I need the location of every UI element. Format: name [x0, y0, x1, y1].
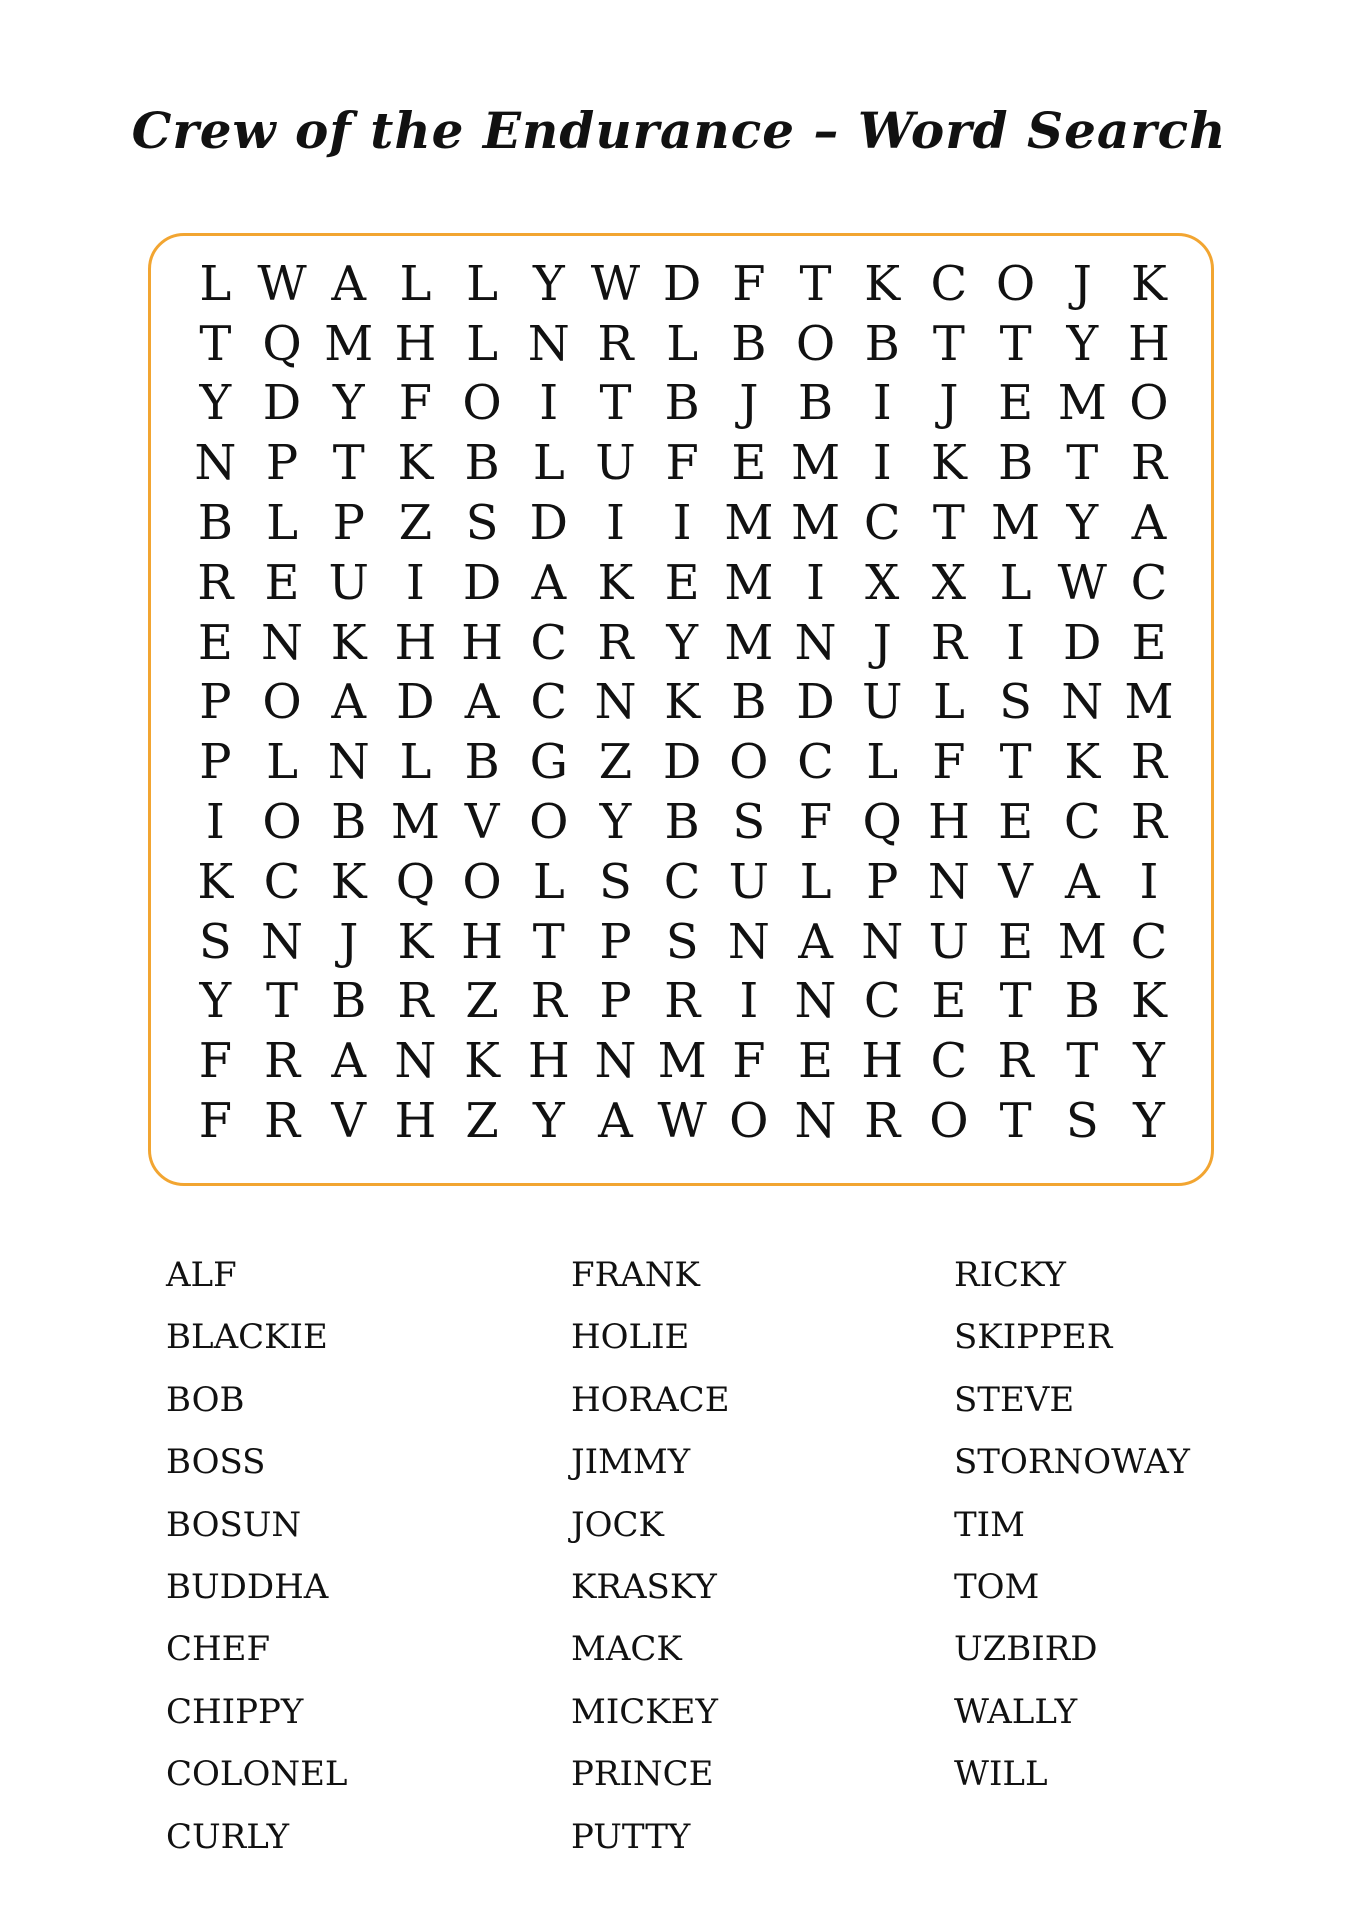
grid-letter[interactable]: B — [1064, 973, 1100, 1030]
grid-letter[interactable]: Y — [1133, 1033, 1165, 1090]
grid-letter[interactable]: N — [727, 913, 770, 970]
grid-letter[interactable]: K — [397, 435, 434, 492]
word-list-item: RICKY — [954, 1255, 1066, 1295]
grid-letter[interactable]: M — [324, 315, 374, 372]
grid-letter[interactable]: O — [1129, 375, 1169, 432]
grid-letter[interactable]: I — [205, 794, 225, 851]
grid-letter[interactable]: C — [530, 614, 568, 671]
grid-letter[interactable]: P — [199, 734, 232, 791]
page-title: Crew of the Endurance – Word Search — [131, 101, 1227, 160]
grid-letter[interactable]: C — [1063, 794, 1101, 851]
grid-letter[interactable]: M — [991, 495, 1041, 552]
grid-letter[interactable]: O — [529, 794, 569, 851]
grid-letter[interactable]: B — [664, 794, 700, 851]
grid-letter[interactable]: J — [739, 375, 759, 432]
grid-letter[interactable]: F — [198, 1093, 232, 1150]
grid-letter[interactable]: O — [729, 1093, 769, 1150]
word-list-item: BOSUN — [166, 1504, 302, 1545]
grid-letter[interactable]: A — [1131, 495, 1167, 552]
grid-letter[interactable]: X — [865, 554, 900, 611]
grid-letter[interactable]: N — [794, 973, 837, 1030]
word-list-item: KRASKY — [571, 1566, 717, 1607]
word-list-item: STEVE — [954, 1379, 1075, 1420]
grid-letter[interactable]: T — [999, 973, 1032, 1030]
word-list-item: UZBIRD — [954, 1629, 1098, 1670]
grid-letter[interactable]: M — [790, 435, 841, 492]
grid-letter[interactable]: J — [939, 375, 959, 432]
grid-letter[interactable]: C — [530, 674, 568, 731]
grid-letter[interactable]: U — [861, 674, 903, 731]
grid-letter[interactable]: W — [590, 255, 641, 312]
grid-letter[interactable]: F — [665, 435, 699, 492]
grid-letter[interactable]: H — [1128, 315, 1170, 372]
grid-letter[interactable]: V — [331, 1093, 367, 1150]
grid-letter[interactable]: L — [999, 554, 1032, 611]
grid-letter[interactable]: Z — [598, 734, 633, 791]
grid-letter[interactable]: T — [999, 1093, 1032, 1150]
grid-letter[interactable]: D — [462, 554, 502, 611]
grid-letter[interactable]: K — [664, 674, 701, 731]
grid-letter[interactable]: N — [794, 1093, 837, 1150]
grid-letter[interactable]: E — [664, 554, 700, 611]
grid-letter[interactable]: M — [390, 794, 440, 851]
grid-letter[interactable]: R — [1130, 435, 1168, 492]
grid-letter[interactable]: I — [1006, 614, 1026, 671]
grid-letter[interactable]: I — [672, 495, 692, 552]
grid-letter[interactable]: P — [332, 495, 365, 552]
grid-letter[interactable]: K — [597, 554, 634, 611]
grid-letter[interactable]: S — [1065, 1093, 1099, 1150]
grid-letter[interactable]: L — [399, 255, 432, 312]
grid-letter[interactable]: E — [1131, 614, 1167, 671]
grid-letter[interactable]: Y — [1133, 1093, 1165, 1150]
grid-letter[interactable]: Y — [332, 375, 365, 432]
word-list-item: JOCK — [571, 1504, 664, 1545]
grid-letter[interactable]: B — [997, 435, 1034, 492]
grid-letter[interactable]: I — [806, 554, 826, 611]
grid-letter[interactable]: M — [1057, 913, 1107, 970]
grid-letter[interactable]: K — [464, 1033, 501, 1090]
grid-letter[interactable]: Y — [1066, 495, 1099, 552]
grid-letter[interactable]: Z — [465, 973, 499, 1030]
grid-letter[interactable]: D — [262, 375, 302, 432]
grid-letter[interactable]: N — [527, 315, 570, 372]
grid-letter[interactable]: B — [331, 794, 367, 851]
grid-letter[interactable]: E — [798, 1033, 834, 1090]
grid-letter[interactable]: E — [731, 435, 767, 492]
grid-letter[interactable]: C — [663, 853, 701, 910]
grid-letter[interactable]: C — [1130, 913, 1168, 970]
grid-letter[interactable]: K — [330, 853, 367, 910]
grid-letter[interactable]: L — [532, 853, 565, 910]
grid-letter[interactable]: Y — [666, 614, 698, 671]
grid-letter[interactable]: R — [930, 614, 967, 671]
word-list-item: CHIPPY — [166, 1691, 304, 1732]
grid-letter[interactable]: E — [264, 554, 300, 611]
grid-letter[interactable]: L — [199, 255, 232, 312]
grid-letter[interactable]: B — [864, 315, 900, 372]
grid-letter[interactable]: O — [795, 315, 836, 372]
grid-letter[interactable]: T — [999, 734, 1032, 791]
grid-letter[interactable]: T — [999, 315, 1032, 372]
grid-letter[interactable]: L — [266, 495, 298, 552]
grid-letter[interactable]: Y — [199, 973, 232, 1030]
word-list-item: MICKEY — [571, 1691, 718, 1732]
grid-letter[interactable]: B — [731, 315, 767, 372]
grid-letter[interactable]: M — [1124, 674, 1174, 731]
word-list-item: TOM — [954, 1566, 1040, 1607]
grid-letter[interactable]: L — [399, 734, 432, 791]
grid-letter[interactable]: D — [662, 255, 702, 312]
grid-letter[interactable]: A — [331, 674, 367, 731]
grid-letter[interactable]: C — [930, 255, 968, 312]
grid-letter[interactable]: S — [999, 674, 1033, 731]
word-list-item: PRINCE — [571, 1754, 714, 1795]
grid-letter[interactable]: A — [331, 1033, 367, 1090]
grid-letter[interactable]: C — [263, 853, 301, 910]
grid-letter[interactable]: M — [790, 495, 841, 552]
grid-letter[interactable]: L — [466, 255, 499, 312]
grid-letter[interactable]: D — [796, 674, 835, 731]
grid-letter[interactable]: N — [1061, 674, 1104, 731]
grid-letter[interactable]: I — [872, 375, 892, 432]
grid-letter[interactable]: I — [1139, 853, 1159, 910]
grid-letter[interactable]: T — [266, 973, 299, 1030]
grid-letter[interactable]: F — [198, 1033, 232, 1090]
grid-letter[interactable]: H — [861, 1033, 904, 1090]
word-list-item: TIM — [954, 1504, 1025, 1545]
grid-letter[interactable]: Z — [465, 1093, 499, 1150]
grid-letter[interactable]: T — [332, 435, 365, 492]
grid-letter[interactable]: T — [532, 913, 565, 970]
letter-grid — [182, 254, 1182, 1151]
grid-letter[interactable]: R — [1130, 734, 1168, 791]
word-list-column-1 — [166, 1244, 348, 1868]
grid-letter[interactable]: F — [798, 794, 833, 851]
grid-letter[interactable]: T — [199, 315, 232, 372]
grid-letter[interactable]: N — [261, 614, 304, 671]
grid-letter[interactable]: O — [995, 255, 1036, 312]
grid-letter[interactable]: P — [265, 435, 299, 492]
grid-letter[interactable]: L — [866, 734, 899, 791]
grid-letter[interactable]: S — [198, 913, 232, 970]
grid-letter[interactable]: I — [539, 375, 559, 432]
grid-letter[interactable]: N — [327, 734, 370, 791]
grid-letter[interactable]: V — [464, 794, 500, 851]
grid-letter[interactable]: K — [1131, 255, 1167, 312]
word-list-item: CHEF — [166, 1629, 271, 1670]
word-list-item: STORNOWAY — [954, 1442, 1190, 1483]
grid-letter[interactable]: A — [531, 554, 567, 611]
grid-letter[interactable]: P — [866, 853, 899, 910]
word-list-item: HOLIE — [571, 1317, 690, 1358]
grid-letter[interactable]: T — [799, 255, 832, 312]
grid-letter[interactable]: J — [339, 913, 359, 970]
grid-letter[interactable]: O — [262, 674, 302, 731]
grid-letter[interactable]: S — [732, 794, 766, 851]
grid-letter[interactable]: L — [466, 315, 499, 372]
grid-letter[interactable]: Q — [862, 794, 902, 851]
grid-letter[interactable]: N — [261, 913, 304, 970]
grid-letter[interactable]: T — [1066, 1033, 1099, 1090]
grid-letter[interactable]: W — [257, 255, 307, 312]
grid-letter[interactable]: R — [263, 1093, 301, 1150]
grid-letter[interactable]: A — [1064, 853, 1100, 910]
grid-letter[interactable]: B — [464, 435, 500, 492]
grid-letter[interactable]: U — [328, 554, 369, 611]
grid-letter[interactable]: B — [797, 375, 834, 432]
grid-letter[interactable]: D — [529, 495, 569, 552]
grid-letter[interactable]: T — [932, 495, 965, 552]
grid-letter[interactable]: H — [394, 315, 437, 372]
grid-letter[interactable]: R — [597, 315, 634, 372]
grid-letter[interactable]: L — [266, 734, 298, 791]
grid-letter[interactable]: F — [398, 375, 433, 432]
grid-letter[interactable]: N — [927, 853, 970, 910]
grid-letter[interactable]: F — [932, 734, 966, 791]
grid-letter[interactable]: A — [331, 255, 367, 312]
grid-letter[interactable]: E — [931, 973, 967, 1030]
grid-letter[interactable]: T — [1066, 435, 1099, 492]
grid-letter[interactable]: R — [197, 554, 234, 611]
grid-letter[interactable]: M — [1057, 375, 1107, 432]
grid-letter[interactable]: H — [461, 913, 504, 970]
grid-letter[interactable]: R — [530, 973, 567, 1030]
grid-letter[interactable]: K — [930, 435, 967, 492]
grid-letter[interactable]: B — [664, 375, 700, 432]
grid-letter[interactable]: C — [863, 495, 901, 552]
grid-letter[interactable]: N — [594, 674, 637, 731]
grid-letter[interactable]: N — [794, 614, 837, 671]
grid-letter[interactable]: N — [394, 1033, 437, 1090]
grid-letter[interactable]: K — [1131, 973, 1167, 1030]
word-list-item: PUTTY — [571, 1816, 691, 1857]
grid-letter[interactable]: C — [863, 973, 901, 1030]
grid-letter[interactable]: C — [930, 1033, 968, 1090]
grid-letter[interactable]: Q — [395, 853, 436, 910]
word-list-item: ALF — [166, 1255, 237, 1295]
grid-letter[interactable]: H — [394, 1093, 437, 1150]
grid-letter[interactable]: I — [405, 554, 425, 611]
grid-letter[interactable]: U — [595, 435, 636, 492]
word-list-item: CURLY — [166, 1816, 290, 1857]
grid-letter[interactable]: I — [605, 495, 625, 552]
grid-letter[interactable]: E — [998, 913, 1034, 970]
grid-letter[interactable]: E — [998, 794, 1034, 851]
grid-letter[interactable]: K — [330, 614, 367, 671]
grid-letter[interactable]: J — [872, 614, 892, 671]
grid-letter[interactable]: A — [464, 674, 500, 731]
grid-letter[interactable]: S — [599, 853, 632, 910]
grid-letter[interactable]: M — [724, 614, 774, 671]
word-list-item: MACK — [571, 1629, 682, 1670]
grid-letter[interactable]: T — [932, 315, 965, 372]
grid-letter[interactable]: O — [462, 853, 502, 910]
grid-letter[interactable]: H — [527, 1033, 570, 1090]
grid-letter[interactable]: O — [462, 375, 502, 432]
grid-letter[interactable]: Z — [398, 495, 433, 552]
grid-letter[interactable]: A — [798, 913, 833, 970]
grid-letter[interactable]: H — [394, 614, 437, 671]
grid-letter[interactable]: H — [461, 614, 504, 671]
grid-letter[interactable]: H — [927, 794, 970, 851]
grid-letter[interactable]: U — [728, 853, 770, 910]
grid-letter[interactable]: N — [594, 1033, 637, 1090]
grid-letter[interactable]: R — [397, 973, 434, 1030]
grid-letter[interactable]: B — [731, 674, 767, 731]
grid-letter[interactable]: B — [197, 495, 233, 552]
grid-letter[interactable]: L — [799, 853, 832, 910]
word-list-column-3 — [954, 1244, 1190, 1806]
grid-letter[interactable]: U — [928, 913, 970, 970]
grid-letter[interactable]: L — [932, 674, 965, 731]
grid-letter[interactable]: Y — [199, 375, 232, 432]
grid-letter[interactable]: M — [724, 554, 774, 611]
grid-letter[interactable]: M — [724, 495, 774, 552]
grid-letter[interactable]: X — [931, 554, 966, 611]
word-list-item: BLACKIE — [166, 1317, 328, 1358]
grid-letter[interactable]: G — [529, 734, 568, 791]
grid-letter[interactable]: E — [197, 614, 233, 671]
grid-letter[interactable]: R — [263, 1033, 301, 1090]
grid-letter[interactable]: I — [872, 435, 892, 492]
grid-letter[interactable]: K — [197, 853, 234, 910]
grid-letter[interactable]: R — [997, 1033, 1034, 1090]
grid-letter[interactable]: S — [665, 913, 699, 970]
grid-letter[interactable]: E — [998, 375, 1034, 432]
grid-letter[interactable]: V — [998, 853, 1033, 910]
grid-letter[interactable]: C — [1130, 554, 1168, 611]
grid-letter[interactable]: L — [666, 315, 699, 372]
grid-letter[interactable]: J — [1072, 255, 1092, 312]
word-list-item: SKIPPER — [954, 1317, 1113, 1358]
grid-letter[interactable]: O — [262, 794, 302, 851]
grid-letter[interactable]: D — [1063, 614, 1102, 671]
grid-letter[interactable]: R — [864, 1093, 901, 1150]
grid-letter[interactable]: A — [598, 1093, 633, 1150]
grid-letter[interactable]: C — [797, 734, 834, 791]
grid-letter[interactable]: W — [657, 1093, 707, 1150]
grid-letter[interactable]: W — [1057, 554, 1107, 611]
grid-letter[interactable]: B — [464, 734, 500, 791]
grid-letter[interactable]: D — [396, 674, 435, 731]
grid-letter[interactable]: R — [664, 973, 701, 1030]
grid-letter[interactable]: S — [465, 495, 499, 552]
grid-letter[interactable]: P — [199, 674, 232, 731]
grid-letter[interactable]: I — [739, 973, 759, 1030]
grid-letter[interactable]: K — [1064, 734, 1101, 791]
grid-letter[interactable]: T — [599, 375, 632, 432]
word-list-item: COLONEL — [166, 1754, 348, 1795]
grid-letter[interactable]: O — [729, 734, 769, 791]
grid-letter[interactable]: K — [397, 913, 434, 970]
word-list-item: WALLY — [954, 1691, 1078, 1732]
grid-letter[interactable]: F — [732, 1033, 766, 1090]
word-list-column-2 — [571, 1244, 730, 1868]
word-list-item: FRANK — [571, 1255, 700, 1295]
grid-letter[interactable]: K — [864, 255, 901, 312]
grid-letter[interactable]: R — [1130, 794, 1168, 851]
grid-letter[interactable]: N — [861, 913, 904, 970]
grid-letter[interactable]: L — [532, 435, 565, 492]
grid-letter[interactable]: Y — [532, 1093, 565, 1150]
grid-letter[interactable]: R — [597, 614, 634, 671]
grid-letter[interactable]: P — [599, 913, 632, 970]
grid-letter[interactable]: Y — [599, 794, 632, 851]
grid-letter[interactable]: N — [194, 435, 237, 492]
word-list-item: WILL — [954, 1754, 1048, 1795]
grid-letter[interactable]: O — [929, 1093, 969, 1150]
word-list-item: HORACE — [571, 1379, 730, 1420]
grid-letter[interactable]: M — [657, 1033, 707, 1090]
word-list-item: BOB — [166, 1379, 245, 1420]
grid-letter[interactable]: Y — [1066, 315, 1099, 372]
grid-letter[interactable]: Q — [262, 315, 302, 372]
grid-letter[interactable]: P — [599, 973, 632, 1030]
grid-letter[interactable]: B — [331, 973, 367, 1030]
word-list-item: JIMMY — [571, 1442, 691, 1483]
word-list-item: BUDDHA — [166, 1566, 329, 1607]
word-list-item: BOSS — [166, 1442, 266, 1483]
grid-letter[interactable]: Y — [532, 255, 565, 312]
grid-letter[interactable]: F — [732, 255, 766, 312]
grid-letter[interactable]: D — [662, 734, 702, 791]
